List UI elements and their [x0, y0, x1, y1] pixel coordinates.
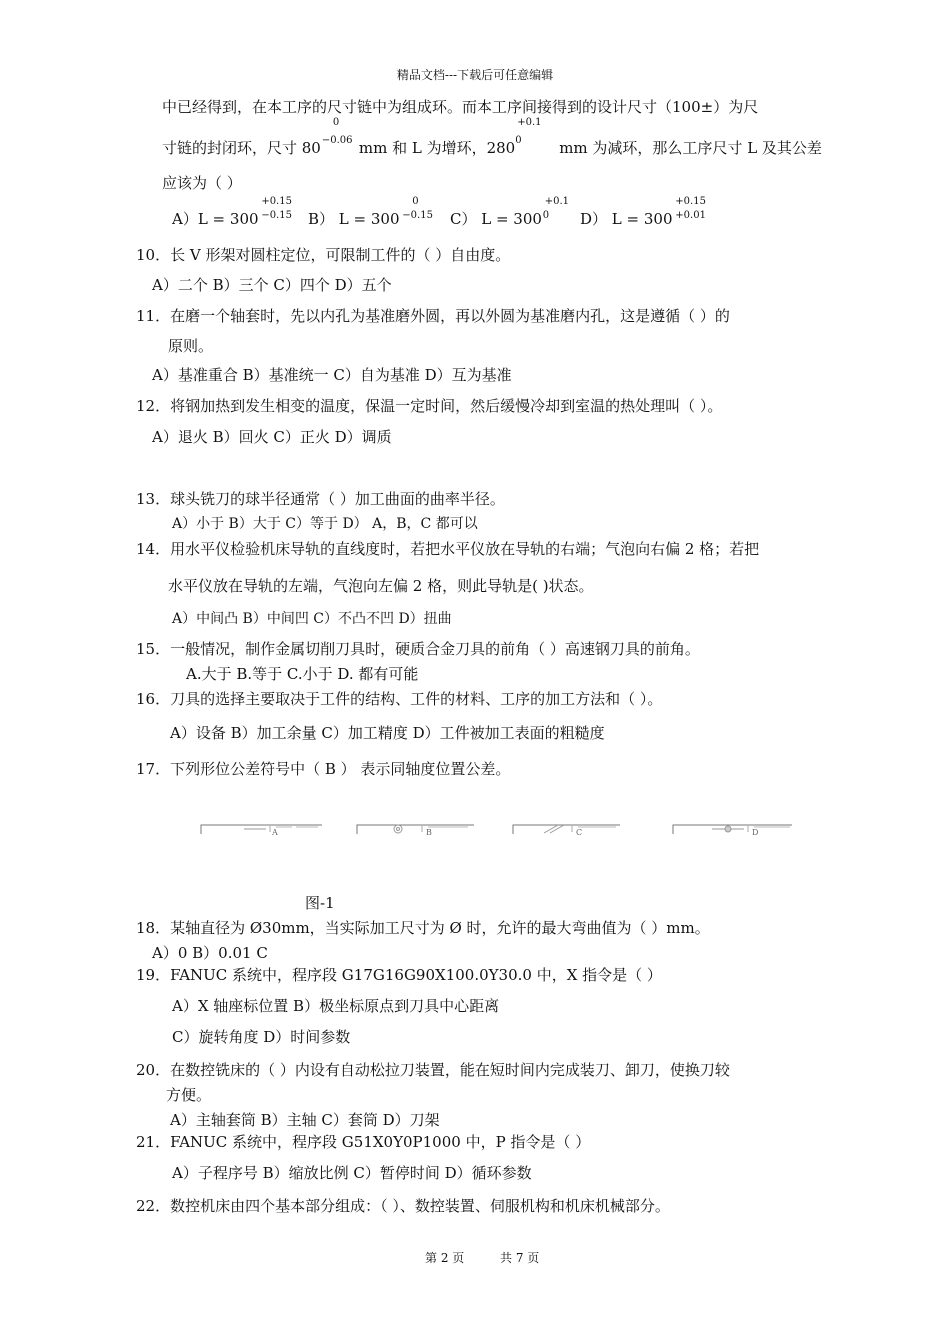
q9-option-a-text: A）L = 300 [172, 210, 259, 228]
q9-option-c-upper: +0.1 [544, 196, 570, 207]
q18-stem: 18．某轴直径为 Ø30mm，当实际加工尺寸为 Ø 时，允许的最大弯曲值为（ ）mm。 [136, 919, 710, 937]
q9-line2 [162, 117, 822, 164]
tolerance-frame-a-icon [200, 822, 324, 836]
q11-options: A）基准重合 B）基准统一 C）自为基准 D）互为基准 [152, 366, 512, 384]
q12-stem: 12．将钢加热到发生相变的温度，保温一定时间，然后缓慢冷却到室温的热处理叫（ ）。 [136, 397, 723, 415]
q19-stem: 19．FANUC 系统中，程序段 G17G16G90X100.0Y30.0 中，X 指令是（ ） [136, 966, 662, 984]
q13-stem: 13．球头铣刀的球半径通常（ ）加工曲面的曲率半径。 [136, 490, 505, 508]
q9-option-a-upper: +0.15 [261, 196, 292, 207]
q9-line2-b: mm 和 L 为增环，280 [358, 139, 516, 157]
q9-option-b [308, 196, 440, 233]
q14-stem-line1: 14．用水平仪检验机床导轨的直线度时，若把水平仪放在导轨的右端；气泡向右偏 2 格；若把 [136, 540, 760, 558]
q22-stem: 22．数控机床由四个基本部分组成：（ ）、数控装置、伺服机构和机床机械部分。 [136, 1197, 670, 1215]
q9-option-c [450, 196, 575, 233]
q9-option-a-lower: −0.15 [261, 210, 292, 221]
fig-label-c: C [576, 828, 583, 837]
q20-stem-line2: 方便。 [166, 1086, 212, 1104]
tolerance-frame-d-icon [672, 822, 796, 836]
q15-options: A.大于 B.等于 C.小于 D. 都有可能 [186, 665, 419, 683]
page-header: 精品文档---下载后可任意编辑 [396, 68, 554, 82]
tol-80 [321, 117, 359, 158]
q9-line2-c: mm 为减环，那么工序尺寸 L 及其公差 [559, 139, 822, 157]
q9-option-a [172, 196, 299, 233]
tolerance-frame-b [356, 822, 476, 836]
q17-stem: 17．下列形位公差符号中（ B ） 表示同轴度位置公差。 [136, 760, 511, 778]
q16-options: A）设备 B）加工余量 C）加工精度 D）工件被加工表面的粗糙度 [170, 724, 605, 742]
tol-280-upper: +0.1 [517, 117, 542, 128]
q12-options: A）退火 B）回火 C）正火 D）调质 [152, 428, 392, 446]
tolerance-frame-d [672, 822, 796, 836]
tolerance-frame-b-icon [356, 822, 476, 836]
footer-total-pages: 共 7 页 [500, 1251, 540, 1265]
q11-stem-line2: 原则。 [168, 337, 214, 355]
tol-80-lower: −0.06 [321, 135, 353, 146]
figure-caption: 图-1 [305, 894, 335, 912]
tolerance-frame-c-icon [512, 822, 624, 836]
q14-stem-line2: 水平仪放在导轨的左端，气泡向左偏 2 格，则此导轨是( )状态。 [168, 577, 594, 595]
q20-stem-line1: 20．在数控铣床的（ ）内设有自动松拉刀装置，能在短时间内完成装刀、卸刀，使换刀较 [136, 1061, 730, 1079]
q21-stem: 21．FANUC 系统中，程序段 G51X0Y0P1000 中，P 指令是（ ） [136, 1133, 591, 1151]
q10-options: A）二个 B）三个 C）四个 D）五个 [152, 276, 392, 294]
q9-option-b-upper: 0 [412, 196, 419, 207]
q14-options: A）中间凸 B）中间凹 C）不凸不凹 D）扭曲 [172, 611, 452, 627]
tolerance-frame-a [200, 822, 324, 836]
q9-option-d-tol [675, 196, 713, 233]
q19-options-line1: A）X 轴座标位置 B）极坐标原点到刀具中心距离 [172, 997, 500, 1015]
q9-option-c-tol [542, 196, 575, 233]
q9-option-c-text: C） L = 300 [450, 210, 542, 228]
q9-option-c-lower: 0 [542, 210, 550, 221]
tol-280 [515, 117, 559, 158]
q15-stem: 15．一般情况，制作金属切削刀具时，硬质合金刀具的前角（ ）高速钢刀具的前角。 [136, 640, 700, 658]
fig-label-a: A [272, 828, 278, 837]
fig-label-b: B [426, 828, 432, 837]
q9-line2-a: 寸链的封闭环，尺寸 80 [162, 139, 321, 157]
q9-option-b-tol [402, 196, 440, 233]
tol-280-lower: 0 [515, 135, 522, 146]
tol-80-upper: 0 [332, 117, 340, 128]
tolerance-frame-c [512, 822, 624, 836]
q9-line1: 中已经得到，在本工序的尺寸链中为组成环。而本工序间接得到的设计尺寸（100±）为尺 [162, 98, 759, 116]
q9-option-a-tol [261, 196, 299, 233]
q9-option-b-lower: −0.15 [402, 210, 433, 221]
fig-label-d: D [752, 828, 759, 837]
q11-stem-line1: 11．在磨一个轴套时，先以内孔为基准磨外圆，再以外圆为基准磨内孔，这是遵循（ ）的 [136, 307, 730, 325]
q9-option-d-text: D） L = 300 [580, 210, 673, 228]
q9-option-d-lower: +0.01 [675, 210, 706, 221]
q20-options: A）主轴套筒 B）主轴 C）套筒 D）刀架 [170, 1111, 440, 1129]
q21-options: A）子程序号 B）缩放比例 C）暂停时间 D）循环参数 [172, 1164, 532, 1182]
footer-page-number: 第 2 页 [425, 1251, 465, 1265]
q19-options-line2: C）旋转角度 D）时间参数 [172, 1028, 351, 1046]
q10-stem: 10．长 V 形架对圆柱定位，可限制工件的（ ）自由度。 [136, 246, 511, 264]
q13-options: A）小于 B）大于 C）等于 D） A，B，C 都可以 [172, 516, 478, 532]
q9-line3: 应该为（ ） [162, 174, 242, 192]
q16-stem: 16．刀具的选择主要取决于工件的结构、工件的材料、工序的加工方法和（ ）。 [136, 690, 663, 708]
q9-option-b-text: B） L = 300 [308, 210, 400, 228]
q9-option-d [580, 196, 713, 233]
q9-option-d-upper: +0.15 [675, 196, 706, 207]
q18-options: A）0 B）0.01 C [152, 944, 268, 962]
